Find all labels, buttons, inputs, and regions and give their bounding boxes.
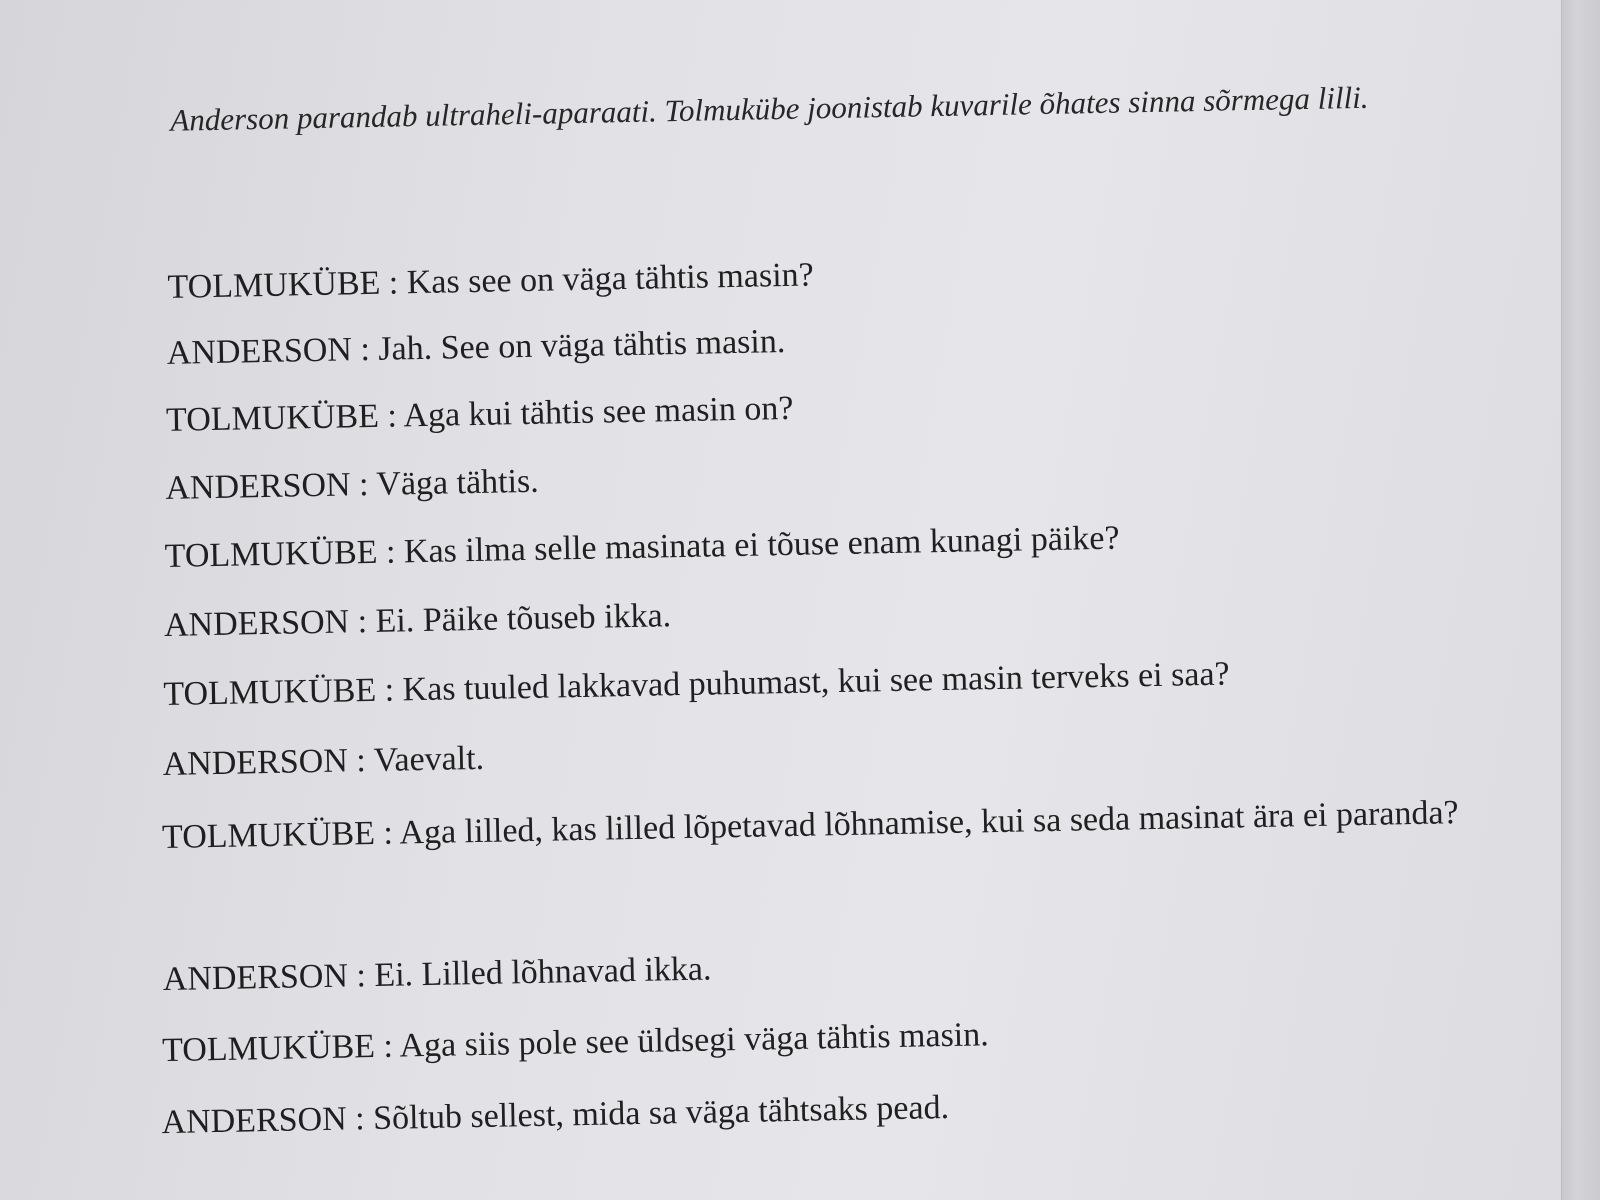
speaker-separator: : — [351, 330, 379, 369]
speaker-separator: : — [374, 1027, 400, 1065]
dialogue-line — [162, 951, 711, 1000]
line-text: Ei. Päike tõuseb ikka. — [375, 597, 672, 640]
speaker-name: TOLMUKÜBE — [165, 397, 380, 439]
dialogue-line — [166, 323, 785, 373]
line-text: Kas see on väga tähtis masin? — [406, 256, 815, 302]
line-text: Jah. See on väga tähtis masin. — [377, 322, 786, 368]
speaker-name: TOLMUKÜBE — [167, 264, 381, 306]
speaker-separator: : — [347, 956, 375, 995]
speaker-name: ANDERSON — [165, 466, 351, 507]
speaker-name: TOLMUKÜBE — [161, 1027, 376, 1070]
line-text: Kas tuuled lakkavad puhumast, kui see masin terveks ei saa? — [402, 655, 1230, 709]
dialogue-line — [166, 390, 794, 440]
line-text: Vaevalt. — [373, 739, 485, 779]
speaker-separator: : — [377, 533, 405, 571]
speaker-name: TOLMUKÜBE — [163, 671, 377, 713]
line-text: Sõltub sellest, mida sa väga tähtsaks pead. — [372, 1088, 950, 1138]
speaker-separator: : — [379, 264, 408, 302]
line-text: Ei. Lilled lõhnavad ikka. — [374, 950, 712, 994]
dialogue-line — [163, 656, 1230, 714]
line-text: Aga siis pole see üldsegi väga tähtis masin. — [399, 1016, 990, 1065]
dialogue-line — [165, 463, 539, 508]
speaker-separator: : — [374, 814, 400, 852]
speaker-name: ANDERSON — [166, 331, 353, 372]
speaker-name: ANDERSON — [163, 603, 350, 644]
dialogue-line — [161, 1089, 949, 1142]
speaker-separator: : — [348, 602, 376, 641]
speaker-separator: : — [378, 397, 404, 435]
line-text: Aga kui tähtis see masin on? — [403, 389, 794, 435]
dialogue-line — [161, 771, 1522, 879]
speaker-separator: : — [347, 741, 374, 780]
dialogue-line — [164, 597, 672, 645]
speaker-separator: : — [346, 1100, 374, 1138]
speaker-separator: : — [375, 671, 403, 709]
speaker-name: TOLMUKÜBE — [161, 814, 376, 857]
speaker-separator: : — [350, 465, 377, 504]
line-text: Aga lilled, kas lilled lõpetavad lõhnamise, kui sa seda masinat ära ei paranda? — [399, 794, 1459, 852]
speaker-name: ANDERSON — [162, 957, 349, 999]
dialogue-line — [167, 256, 814, 306]
speaker-name: ANDERSON — [162, 742, 349, 784]
dialogue-line — [164, 520, 1119, 576]
line-text: Väga tähtis. — [375, 462, 540, 503]
dialogue-line — [162, 1016, 989, 1070]
speaker-name: TOLMUKÜBE — [164, 533, 378, 575]
stage-direction: Anderson parandab ultraheli-aparaati. Tolmukübe joonistab kuvarile õhates sinna sõrmega lilli. — [170, 79, 1369, 138]
dialogue-line — [162, 740, 484, 784]
speaker-name: ANDERSON — [161, 1100, 348, 1142]
line-text: Kas ilma selle masinata ei tõuse enam kunagi päike? — [403, 519, 1120, 571]
